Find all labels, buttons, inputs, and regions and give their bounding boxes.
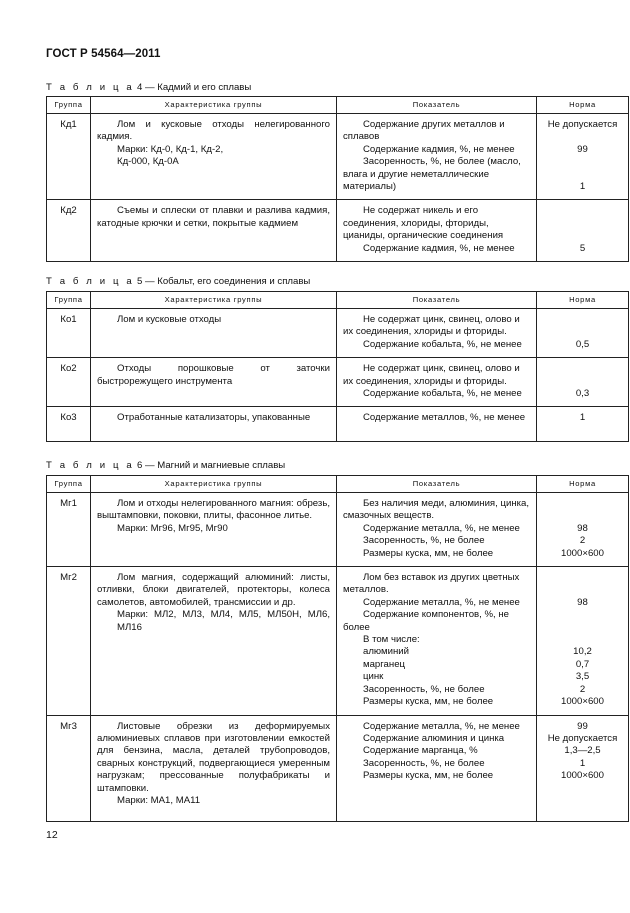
indicator: Содержание металла, %, не менее Содержание алюминия и цинка Содержание марганца, % Засоренность, %, не более Размеры куска, мм, не более [337, 715, 537, 821]
caption-label: Т а б л и ц а [46, 82, 135, 93]
col-header-characteristic: Характеристика группы [91, 476, 337, 493]
table-6-caption [46, 460, 285, 471]
caption-title: — Кадмий и его сплавы [144, 82, 252, 93]
group-characteristic: Съемы и сплески от плавки и разлива кадмия, катодные крючки и сетки, покрытые кадмием [91, 200, 337, 262]
table-6 [46, 475, 629, 822]
caption-number: 6 [136, 460, 143, 471]
col-header-characteristic: Характеристика группы [91, 97, 337, 114]
group-code: Мг1 [47, 493, 91, 567]
table-5-caption [46, 276, 310, 287]
norm-value: 99 Не допускается 1,3—2,5 1 1000×600 [537, 715, 629, 821]
group-code: Ко2 [47, 358, 91, 407]
group-characteristic: Лом и кусковые отходы [91, 309, 337, 358]
table-row [47, 407, 629, 442]
norm-value: 0,5 [537, 309, 629, 358]
col-header-norm: Норма [537, 292, 629, 309]
caption-number: 4 [136, 82, 143, 93]
table-header-row [47, 292, 629, 309]
table-4 [46, 96, 629, 262]
col-header-group: Группа [47, 476, 91, 493]
caption-title: — Магний и магниевые сплавы [144, 460, 286, 471]
group-code: Мг2 [47, 567, 91, 715]
col-header-indicator: Показатель [337, 97, 537, 114]
group-code: Ко1 [47, 309, 91, 358]
table-row [47, 567, 629, 715]
col-header-indicator: Показатель [337, 292, 537, 309]
table-row [47, 493, 629, 567]
indicator: Без наличия меди, алюминия, цинка, смазочных веществ. Содержание металла, %, не менее Засоренность, %, не более Размеры куска, мм, не более [337, 493, 537, 567]
group-characteristic: Листовые обрезки из деформируемых алюминиевых сплавов при изготовлении емкостей для бензина, масла, деталей трубопроводов, сварных конструкций, подвергающиеся умеренным нагрузкам; прессованные полуфабрикаты и штамповки. Марки: МА1, МА11 [91, 715, 337, 821]
group-code: Кд2 [47, 200, 91, 262]
standard-header: ГОСТ Р 54564—2011 [46, 48, 161, 60]
group-characteristic: Отходы порошковые от заточки быстрорежущего инструмента [91, 358, 337, 407]
indicator: Содержание металлов, %, не менее [337, 407, 537, 442]
indicator: Не содержат цинк, свинец, олово и их соединения, хлориды и фториды. Содержание кобальта, %, не менее [337, 309, 537, 358]
norm-value: Не допускается 99 1 [537, 114, 629, 200]
table-row [47, 309, 629, 358]
caption-label: Т а б л и ц а [46, 276, 135, 287]
col-header-norm: Норма [537, 476, 629, 493]
group-characteristic: Отработанные катализаторы, упакованные [91, 407, 337, 442]
indicator: Содержание других металлов и сплавов Содержание кадмия, %, не менее Засоренность, %, не более (масло, влага и другие неметаллические материалы) [337, 114, 537, 200]
norm-value: 98 2 1000×600 [537, 493, 629, 567]
caption-number: 5 [136, 276, 143, 287]
table-4-caption [46, 82, 251, 93]
group-code: Мг3 [47, 715, 91, 821]
indicator: Не содержат цинк, свинец, олово и их соединения, хлориды и фториды. Содержание кобальта, %, не менее [337, 358, 537, 407]
col-header-norm: Норма [537, 97, 629, 114]
table-header-row [47, 97, 629, 114]
norm-value: 5 [537, 200, 629, 262]
caption-label: Т а б л и ц а [46, 460, 135, 471]
table-5 [46, 291, 629, 442]
col-header-characteristic: Характеристика группы [91, 292, 337, 309]
group-code: Кд1 [47, 114, 91, 200]
norm-value: 98 10,2 0,7 3,5 2 1000×600 [537, 567, 629, 715]
group-code: Ко3 [47, 407, 91, 442]
norm-value: 0,3 [537, 358, 629, 407]
table-row [47, 358, 629, 407]
caption-title: — Кобальт, его соединения и сплавы [144, 276, 311, 287]
table-row [47, 114, 629, 200]
table-row [47, 715, 629, 821]
col-header-indicator: Показатель [337, 476, 537, 493]
col-header-group: Группа [47, 97, 91, 114]
group-characteristic: Лом магния, содержащий алюминий: листы, отливки, блоки двигателей, протекторы, колеса самолетов, автомобилей, трансмиссии и др. Марки: МЛ2, МЛ3, МЛ4, МЛ5, МЛ50Н, МЛ6, МЛ16 [91, 567, 337, 715]
group-characteristic: Лом и кусковые отходы нелегированного кадмия. Марки: Кд-0, Кд-1, Кд-2, Кд-000, Кд-0А [91, 114, 337, 200]
group-characteristic: Лом и отходы нелегированного магния: обрезь, выштамповки, поковки, плиты, фасонное литье. Марки: Мг96, Мг95, Мг90 [91, 493, 337, 567]
table-header-row [47, 476, 629, 493]
norm-value: 1 [537, 407, 629, 442]
col-header-group: Группа [47, 292, 91, 309]
page-number: 12 [46, 829, 58, 841]
table-row [47, 200, 629, 262]
indicator: Лом без вставок из других цветных металлов. Содержание металла, %, не менее Содержание компонентов, %, не более В том числе: алюминий марганец цинк Засоренность, %, не более Размеры куска, мм, не более [337, 567, 537, 715]
indicator: Не содержат никель и его соединения, хлориды, фториды, цианиды, органические соединения Содержание кадмия, %, не менее [337, 200, 537, 262]
